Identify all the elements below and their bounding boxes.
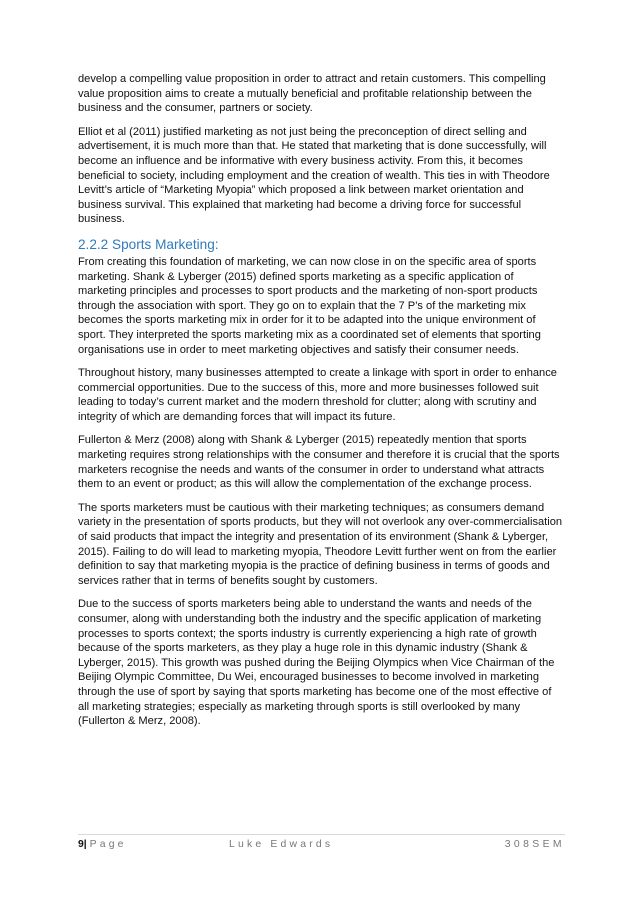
footer-separator: | xyxy=(83,839,87,850)
paragraph: Elliot et al (2011) justified marketing as not just being the preconception of direct selling and advertisement, it is much more than that. He stated that marketing that is done successfully, will become an influence and be informative with every business activity. From this, it becomes beneficial to society, including employment and the creation of wealth. This ties in with Theodore Levitt’s article of “Marketing Myopia” which proposed a link between market orientation and business survival. This explained that marketing had become a driving force for successful business. xyxy=(78,125,550,226)
paragraph: Due to the success of sports marketers being able to understand the wants and needs of the consumer, along with understanding both the industry and the specific application of marketing processes to sports context; the sports industry is currently experiencing a high rate of growth because of the sports marketers, as they play a huge role in this dynamic industry (Shank & Lyberger, 2015). This growth was pushed during the Beijing Olympics when Vice Chairman of the Beijing Olympic Committee, Du Wei, encouraged businesses to become involved in marketing through the use of sport by saying that sports marketing has become one of the most effective of all marketing strategies; especially as marketing through sports is still overlooked by many (Fullerton & Merz, 2008). xyxy=(78,598,555,728)
page-footer xyxy=(78,839,565,853)
page-label: Page xyxy=(89,839,127,850)
paragraph: From creating this foundation of marketing, we can now close in on the specific area of sports marketing. Shank & Lyberger (2015) defined sports marketing as a specific application of marketing principles and processes to sport products and the marketing of non-sport products through the association with sport. They go on to explain that the 7 P’s of the marketing mix becomes the sports marketing mix in order for it to be adapted into the unique environment of sport. They interpreted the sports marketing mix as a coordinated set of elements that sporting organisations use in order to meet marketing objectives and satisfy their consumer needs. xyxy=(78,255,541,356)
footer-divider xyxy=(78,834,565,835)
document-body xyxy=(78,72,565,738)
page-number: 9 xyxy=(78,839,84,850)
paragraph: Throughout history, many businesses attempted to create a linkage with sport in order to enhance commercial opportunities. Due to the success of this, more and more businesses followed suit leading to today’s current market and the modern threshold for clutter; along with scrutiny and integrity of which are demanding forces that will impact its future. xyxy=(78,367,557,423)
paragraph: develop a compelling value proposition in order to attract and retain customers. This compelling value proposition aims to create a mutually beneficial and profitable relationship between the business and the consumer, partners or society. xyxy=(78,73,546,115)
paragraph: Fullerton & Merz (2008) along with Shank & Lyberger (2015) repeatedly mention that sports marketing requires strong relationships with the consumer and therefore it is crucial that the sports marketers recognise the needs and wants of the consumer in order to understand what attracts them to an event or product; as this will allow the complementation of the exchange process. xyxy=(78,434,560,491)
section-heading: 2.2.2 Sports Marketing: xyxy=(78,236,219,252)
paragraph: The sports marketers must be cautious with their marketing techniques; as consumers demand variety in the presentation of sports products, but they will not overlook any over-commercialisation of said products that impact the integrity and presentation of its environment (Shank & Lyberger, 2015). Failing to do will lead to marketing myopia, Theodore Levitt further went on from the earlier definition to say that marketing myopia is the practice of defining business in terms of goods and services rather that in terms of benefits sought by customers. xyxy=(78,501,563,587)
footer-module-code: 308SEM xyxy=(504,839,565,850)
footer-author: Luke Edwards xyxy=(229,839,334,850)
footer-page-info xyxy=(78,839,127,850)
